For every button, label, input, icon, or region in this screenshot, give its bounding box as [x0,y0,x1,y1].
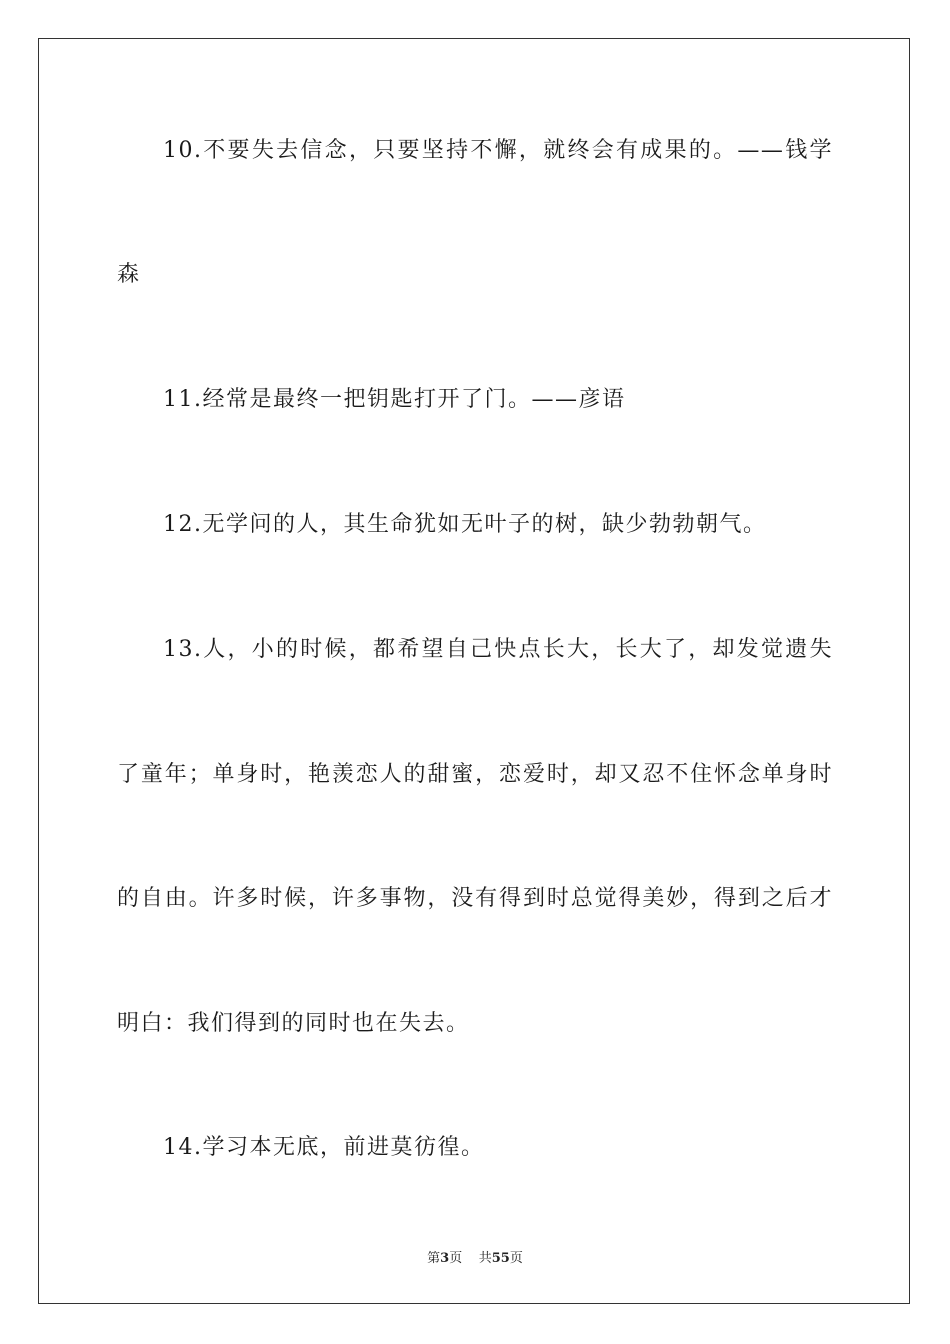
paragraph-13-line-3: 的自由。许多时候，许多事物，没有得到时总觉得美妙，得到之后才 [117,886,833,911]
footer-page-number: 3 [440,1251,450,1266]
footer-total-pages: 55 [491,1251,510,1266]
footer-total-suffix: 页 [509,1251,523,1266]
paragraph-11-line-1: 11.经常是最终一把钥匙打开了门。——彦语 [163,387,626,412]
paragraph-10-line-1: 10.不要失去信念，只要坚持不懈，就终会有成果的。——钱学 [163,138,833,163]
footer-page-prefix: 第 [427,1251,441,1266]
paragraph-13-line-2: 了童年；单身时，艳羡恋人的甜蜜，恋爱时，却又忍不住怀念单身时 [117,762,833,787]
footer-page-suffix: 页 [449,1251,463,1266]
paragraph-12-line-1: 12.无学问的人，其生命犹如无叶子的树，缺少勃勃朝气。 [163,512,767,537]
footer-total-prefix: 共 [478,1251,492,1266]
page-footer [0,1247,950,1266]
page-border [38,38,910,1304]
paragraph-14-line-1: 14.学习本无底，前进莫彷徨。 [163,1135,485,1160]
paragraph-10-line-2: 森 [117,262,141,287]
paragraph-13-line-4: 明白：我们得到的同时也在失去。 [117,1011,470,1036]
paragraph-13-line-1: 13.人，小的时候，都希望自己快点长大，长大了，却发觉遗失 [163,637,833,662]
